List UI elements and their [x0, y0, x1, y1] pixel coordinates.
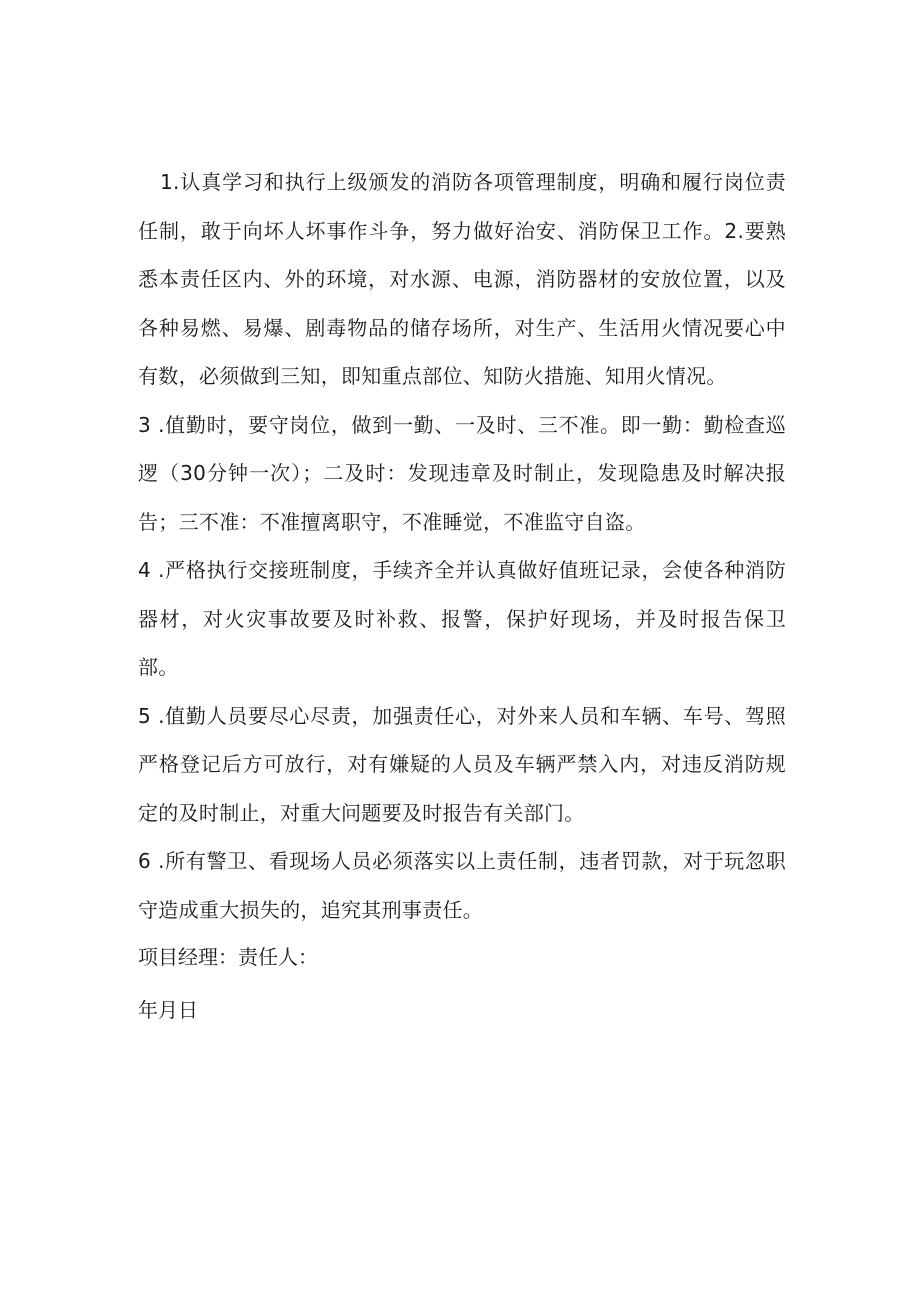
paragraph-5: 5 .值勤人员要尽心尽责，加强责任心，对外来人员和车辆、车号、驾照严格登记后方可放行，对有嫌疑的人员及车辆严禁入内，对违反消防规定的及时制止，对重大问题要及时报告有关部门。: [138, 703, 786, 825]
paragraph-4: 4 .严格执行交接班制度，手续齐全并认真做好值班记录，会使各种消防器材，对火灾事故要及时补救、报警，保护好现场，并及时报告保卫部。: [138, 558, 786, 679]
paragraph-1-2: 1.认真学习和执行上级颁发的消防各项管理制度，明确和履行岗位责任制，敢于向坏人坏事作斗争，努力做好治安、消防保卫工作。2.要熟悉本责任区内、外的环境，对水源、电源，消防器材的安放位置，以及各种易燃、易爆、剧毒物品的储存场所，对生产、生活用火情况要心中有数，必须做到三知，即知重点部位、知防火措施、知用火情况。: [138, 170, 786, 388]
paragraph-3: 3 .值勤时，要守岗位，做到一勤、一及时、三不准。即一勤：勤检查巡逻（30分钟一次）；二及时：发现违章及时制止，发现隐患及时解决报告；三不准：不准擅离职守，不准睡觉，不准监守自盗。: [138, 412, 786, 534]
signature-line: 项目经理：责任人：: [138, 945, 318, 969]
date-line: 年月日: [138, 998, 198, 1022]
paragraph-6: 6 .所有警卫、看现场人员必须落实以上责任制，违者罚款，对于玩忽职守造成重大损失的，追究其刑事责任。: [138, 849, 786, 922]
document-body: [138, 158, 786, 934]
